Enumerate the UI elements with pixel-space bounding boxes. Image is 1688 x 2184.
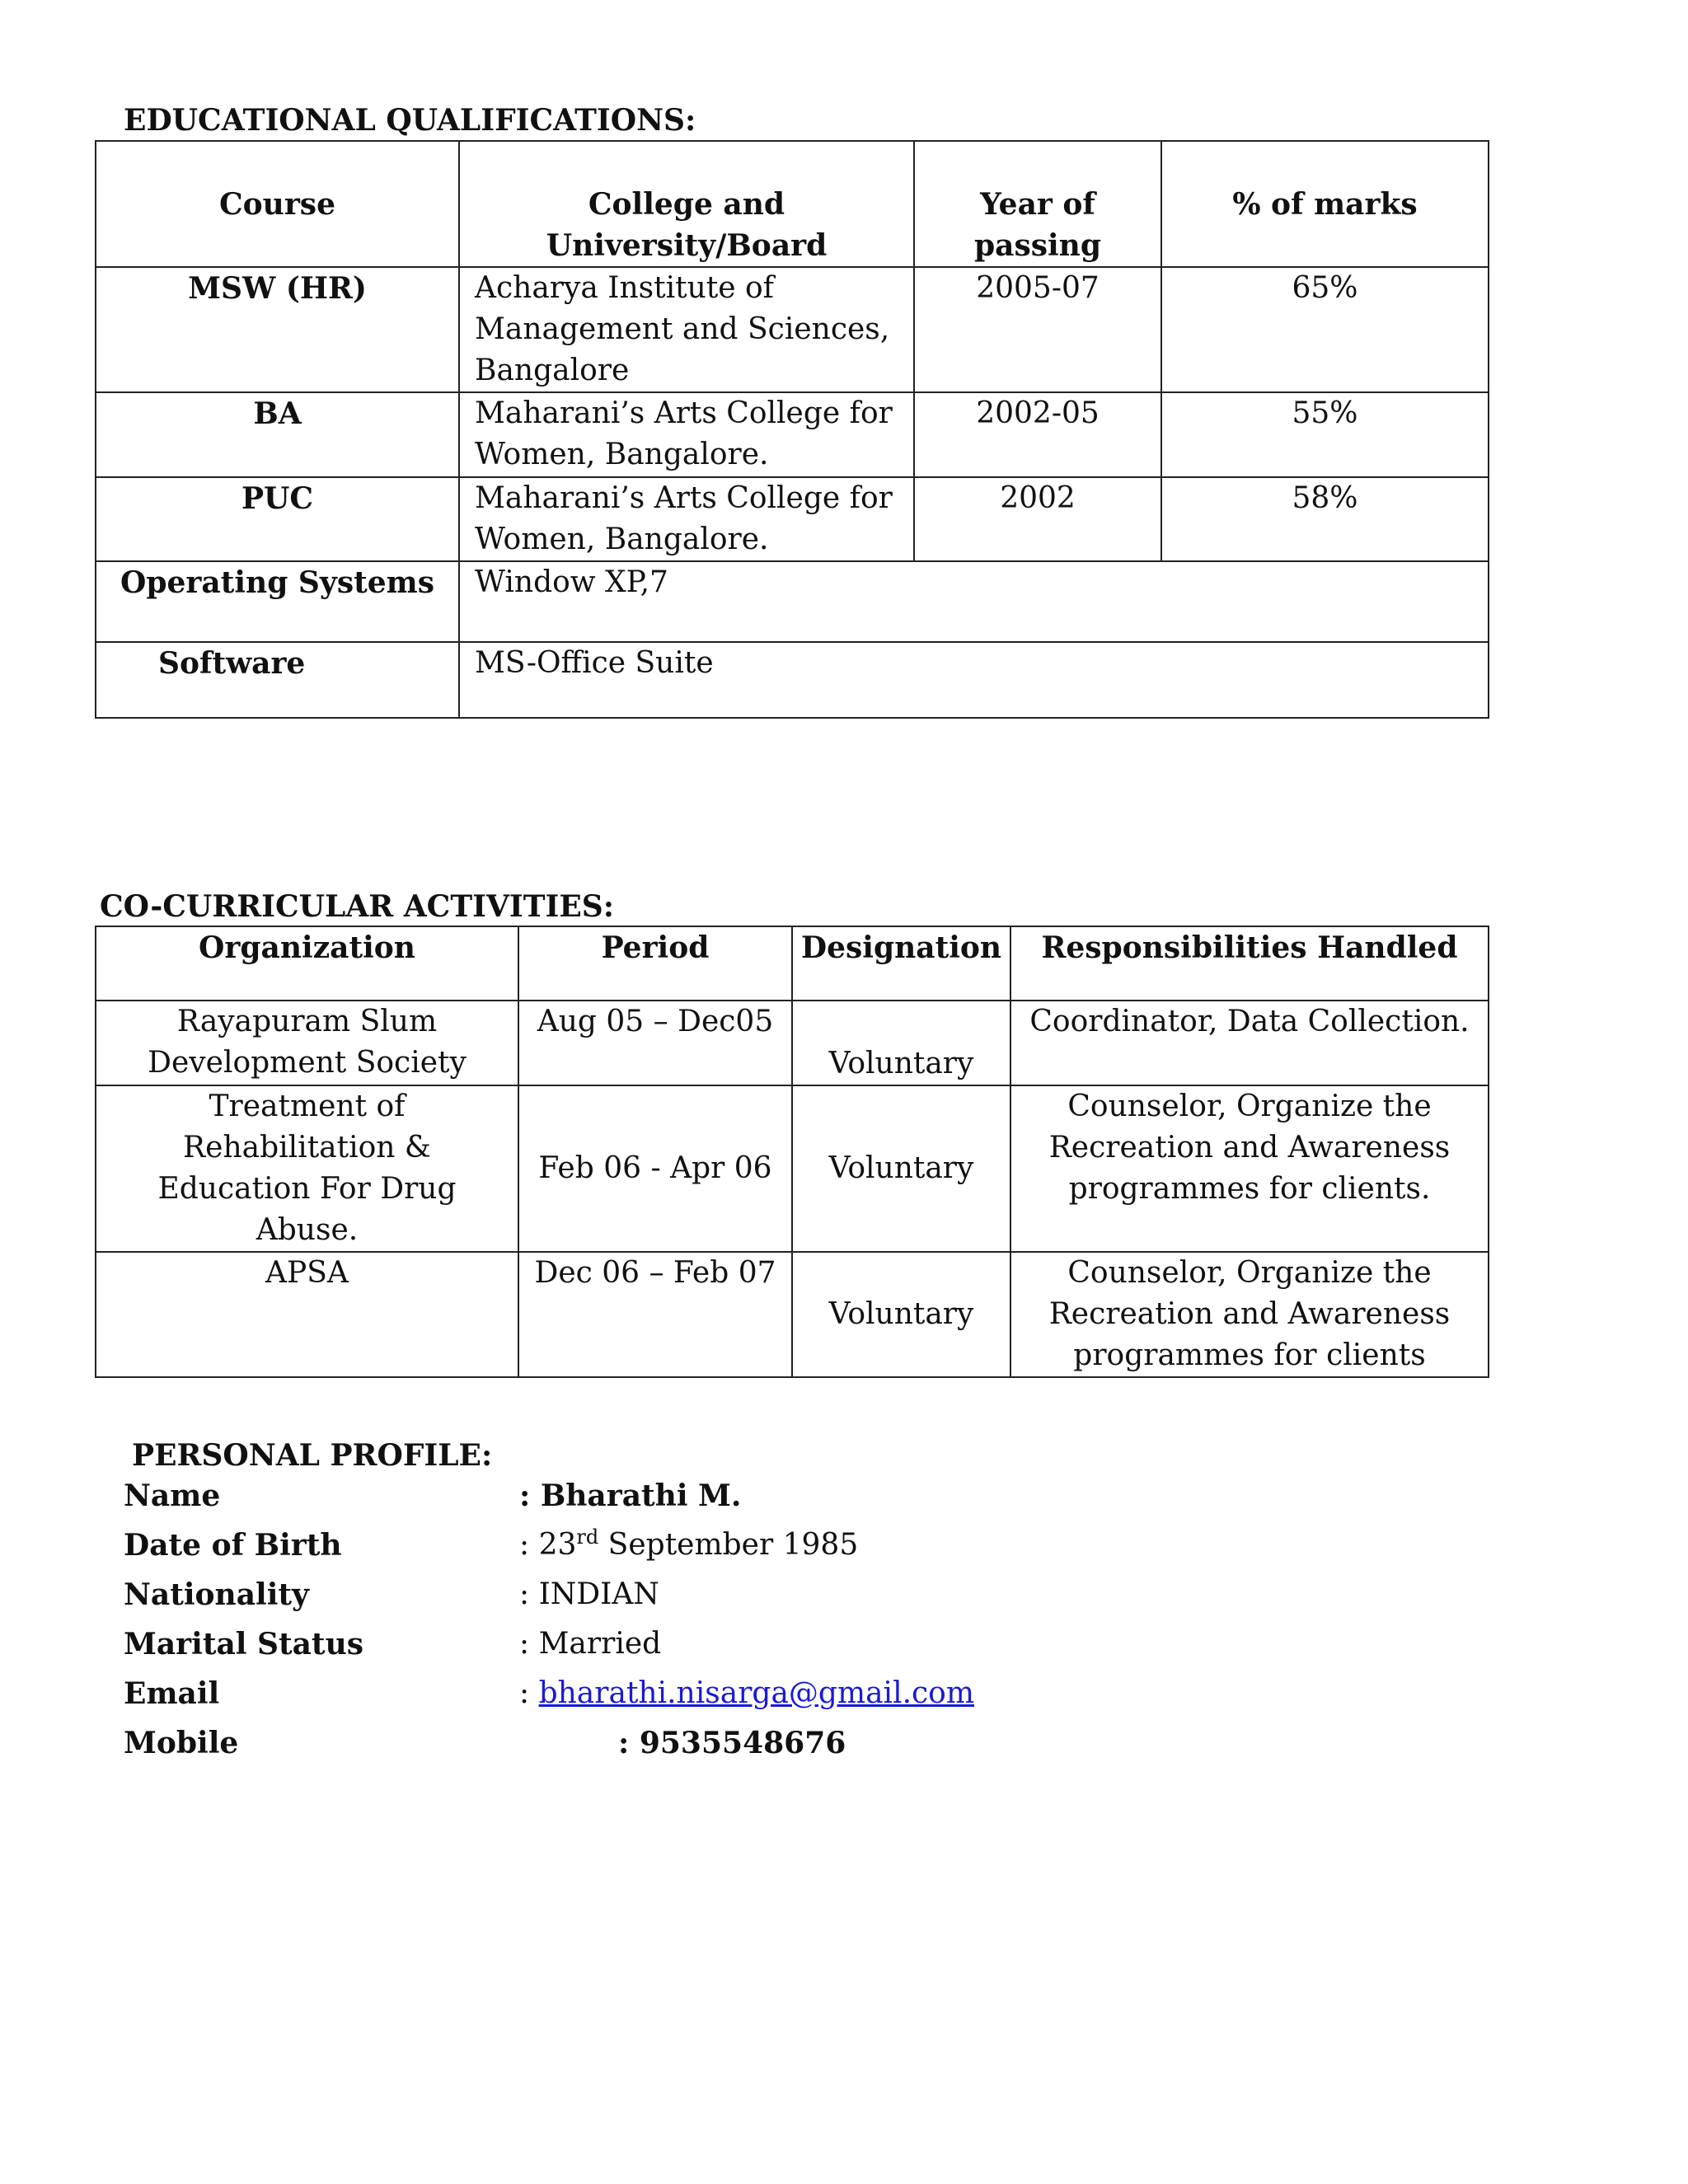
skill-value-cell: Window XP,7 [459, 561, 1489, 642]
college-header: College and University/Board [459, 141, 914, 267]
nationality-label: Nationality [124, 1577, 309, 1612]
year-cell: 2005-07 [914, 267, 1161, 392]
organization-cell: APSA [96, 1252, 518, 1377]
designation-header: Designation [792, 926, 1010, 1001]
table-row [96, 642, 1489, 718]
college-cell: Maharani’s Arts College for Women, Bangalore. [459, 477, 914, 561]
year-cell: 2002-05 [914, 392, 1161, 477]
activities-table [95, 926, 1489, 1378]
name-label: Name [124, 1479, 221, 1513]
activities-header-row [96, 926, 1489, 1001]
table-row [96, 392, 1489, 477]
email-colon: : [519, 1676, 539, 1710]
education-header-row [96, 141, 1489, 267]
profile-email-row [124, 1669, 1030, 1718]
mobile-value: : 9535548676 [618, 1726, 846, 1760]
dob-value [519, 1521, 858, 1570]
designation-cell: Voluntary [792, 1085, 1010, 1252]
dob-day: : 23 [519, 1528, 577, 1562]
email-link[interactable]: bharathi.nisarga@gmail.com [538, 1676, 974, 1710]
education-table [95, 140, 1489, 719]
organization-cell: Rayapuram Slum Development Society [96, 1001, 518, 1085]
email-value [519, 1669, 974, 1718]
responsibilities-cell: Counselor, Organize the Recreation and Awareness programmes for clients [1010, 1252, 1489, 1377]
college-cell: Acharya Institute of Management and Sciences, Bangalore [459, 267, 914, 392]
profile-heading: PERSONAL PROFILE: [132, 1438, 493, 1473]
marks-cell: 65% [1161, 267, 1489, 392]
marital-label: Marital Status [124, 1627, 364, 1661]
period-cell: Feb 06 - Apr 06 [518, 1085, 792, 1252]
course-header: Course [96, 141, 459, 267]
email-label: Email [124, 1676, 220, 1711]
course-cell: MSW (HR) [96, 267, 459, 392]
table-row [96, 267, 1489, 392]
year-cell: 2002 [914, 477, 1161, 561]
name-value: : Bharathi M. [519, 1479, 742, 1513]
education-heading: EDUCATIONAL QUALIFICATIONS: [124, 103, 696, 138]
responsibilities-cell: Counselor, Organize the Recreation and Awareness programmes for clients. [1010, 1085, 1489, 1252]
dob-month-year: September 1985 [598, 1528, 859, 1562]
period-cell: Aug 05 – Dec05 [518, 1001, 792, 1085]
profile-dob-row [124, 1521, 1030, 1570]
course-cell: BA [96, 392, 459, 477]
table-row [96, 1252, 1489, 1377]
designation-cell: Voluntary [792, 1001, 1010, 1085]
mobile-label: Mobile [124, 1726, 239, 1760]
designation-cell: Voluntary [792, 1252, 1010, 1377]
profile-name-row [124, 1471, 1030, 1521]
marks-cell: 58% [1161, 477, 1489, 561]
profile-nationality-row [124, 1570, 1030, 1619]
table-row [96, 1085, 1489, 1252]
table-row [96, 477, 1489, 561]
table-row [96, 1001, 1489, 1085]
organization-header: Organization [96, 926, 518, 1001]
responsibilities-cell: Coordinator, Data Collection. [1010, 1001, 1489, 1085]
responsibilities-header: Responsibilities Handled [1010, 926, 1489, 1001]
period-cell: Dec 06 – Feb 07 [518, 1252, 792, 1377]
skill-value-cell: MS-Office Suite [459, 642, 1489, 718]
marks-header: % of marks [1161, 141, 1489, 267]
activities-heading: CO-CURRICULAR ACTIVITIES: [100, 889, 615, 924]
profile-marital-row [124, 1619, 1030, 1669]
skill-label-cell: Software [96, 642, 459, 718]
organization-cell: Treatment of Rehabilitation & Education For Drug Abuse. [96, 1085, 518, 1252]
dob-ordinal: rd [576, 1526, 599, 1549]
nationality-value: : INDIAN [519, 1577, 659, 1611]
college-cell: Maharani’s Arts College for Women, Bangalore. [459, 392, 914, 477]
marks-cell: 55% [1161, 392, 1489, 477]
period-header: Period [518, 926, 792, 1001]
profile-mobile-row [124, 1718, 1030, 1768]
course-cell: PUC [96, 477, 459, 561]
marital-value: : Married [519, 1627, 662, 1661]
year-header: Year of passing [914, 141, 1161, 267]
table-row [96, 561, 1489, 642]
skill-label-cell: Operating Systems [96, 561, 459, 642]
dob-label: Date of Birth [124, 1528, 342, 1563]
